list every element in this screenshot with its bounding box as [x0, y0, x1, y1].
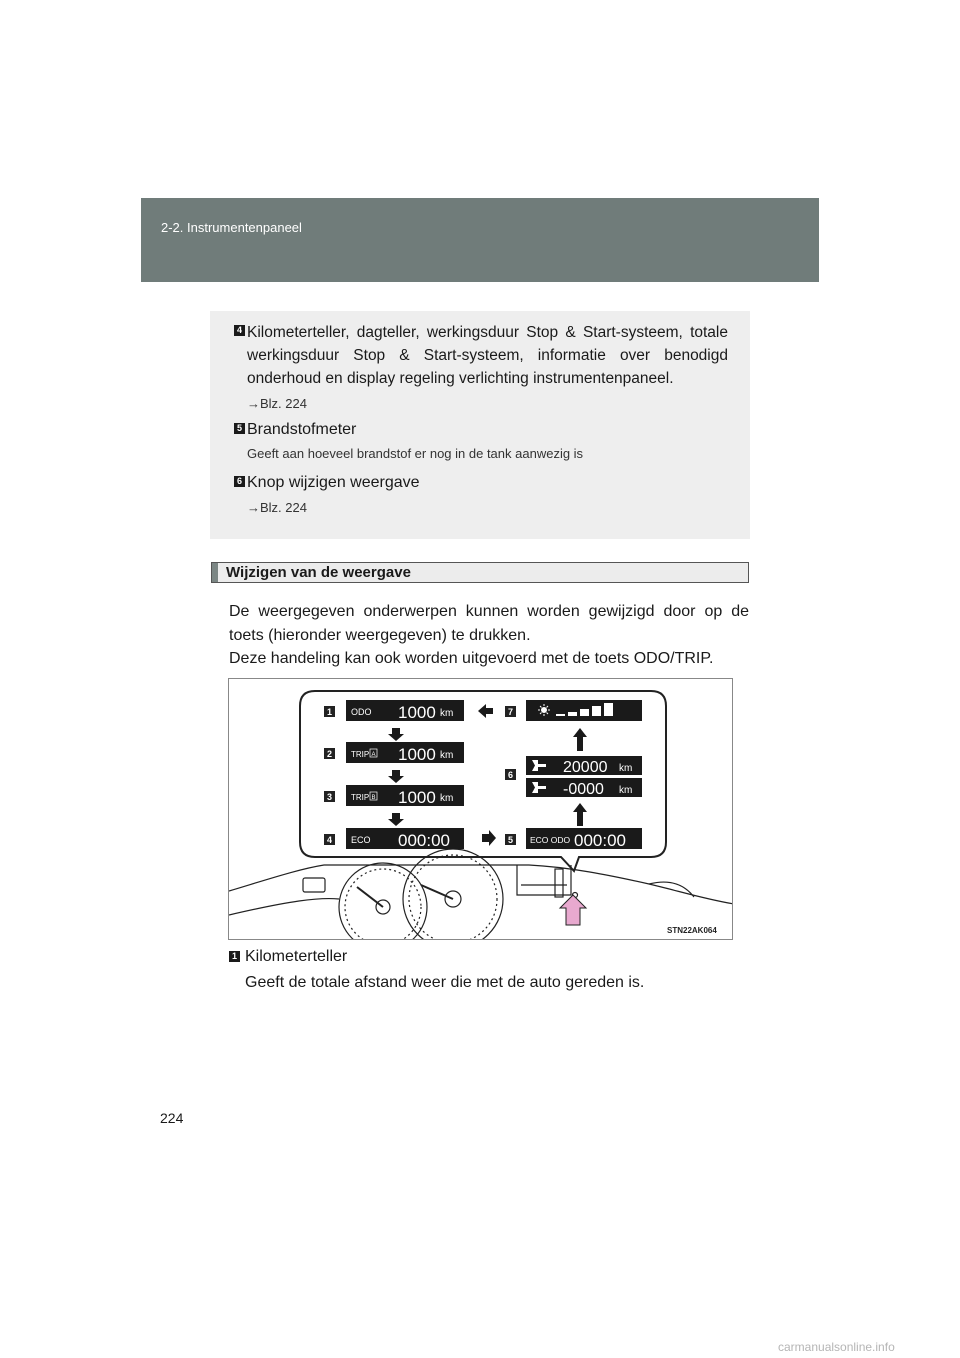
display-trip-a [346, 742, 464, 764]
display-figure [228, 678, 733, 940]
section-heading-text: Wijzigen van de weergave [226, 564, 411, 581]
number-badge: 1 [229, 951, 240, 962]
svg-text:km: km [440, 708, 454, 719]
info-item-title: Knop wijzigen weergave [247, 474, 420, 491]
item-title: Kilometerteller [245, 948, 348, 965]
svg-text:1000: 1000 [398, 745, 436, 764]
display-trip-b [346, 785, 464, 807]
section-title: 2-2. Instrumentenpaneel [161, 220, 302, 235]
svg-text:TRIP: TRIP [351, 793, 370, 802]
info-item-desc: Geeft aan hoeveel brandstof er nog in de tank aanwezig is [247, 446, 584, 461]
number-badge: 4 [234, 325, 245, 336]
svg-text:ECO ODO: ECO ODO [530, 835, 571, 845]
svg-text:2: 2 [326, 749, 333, 759]
section-heading [211, 562, 749, 583]
page-reference: →Blz. 224 [247, 500, 307, 515]
info-item-4 [234, 321, 728, 411]
svg-text:ECO: ECO [351, 835, 371, 845]
svg-text:6: 6 [507, 770, 514, 780]
svg-text:7: 7 [507, 707, 514, 717]
svg-text:km: km [440, 793, 454, 804]
svg-text:1000: 1000 [398, 703, 436, 722]
info-item-5 [234, 419, 728, 461]
svg-text:B: B [371, 795, 376, 801]
page-number: 224 [160, 1110, 184, 1126]
svg-text:000:00: 000:00 [574, 831, 626, 850]
button-pointer-arrow [560, 895, 586, 925]
svg-text:20000: 20000 [563, 759, 608, 776]
item-desc: Geeft de totale afstand weer die met de auto gereden is. [245, 974, 645, 991]
svg-text:km: km [619, 785, 633, 796]
svg-text:3: 3 [326, 792, 333, 802]
info-box [210, 311, 750, 539]
display-brightness [526, 700, 642, 721]
paragraph: De weergegeven onderwerpen kunnen worden gewijzigd door op de toets (hieronder weergegeven) te drukken. [229, 603, 749, 644]
svg-text:000:00: 000:00 [398, 831, 450, 850]
svg-text:TRIP: TRIP [351, 750, 370, 759]
svg-text:ODO: ODO [351, 707, 372, 717]
dashboard-drawing [229, 849, 733, 940]
number-badge: 5 [234, 423, 245, 434]
svg-text:A: A [371, 752, 376, 758]
info-item-6 [234, 472, 728, 515]
figure-code: STN22AK064 [667, 926, 717, 935]
info-item-text: Kilometerteller, dagteller, werkingsduur Stop & Start-systeem, totale werkingsduur Stop & Start-systeem, informatie over benodigd onderhoud en display regeling verlichting instrumentenpaneel. [247, 324, 728, 387]
display-eco [346, 828, 464, 850]
svg-text:km: km [619, 763, 633, 774]
info-item-title: Brandstofmeter [247, 421, 357, 438]
svg-text:5: 5 [507, 835, 514, 845]
svg-text:-0000: -0000 [563, 781, 604, 798]
paragraph: Deze handeling kan ook worden uitgevoerd met de toets ODO/TRIP. [229, 650, 714, 667]
number-badge: 6 [234, 476, 245, 487]
svg-text:km: km [440, 750, 454, 761]
page-reference: →Blz. 224 [247, 396, 307, 411]
display-odo [346, 700, 464, 722]
svg-text:1: 1 [326, 707, 333, 717]
header-bar [141, 198, 819, 282]
item-kilometerteller [229, 946, 749, 994]
body-text [229, 600, 749, 671]
display-eco-odo [526, 828, 642, 850]
svg-text:1000: 1000 [398, 788, 436, 807]
watermark: carmanualsonline.info [778, 1340, 895, 1354]
svg-text:4: 4 [326, 835, 333, 845]
